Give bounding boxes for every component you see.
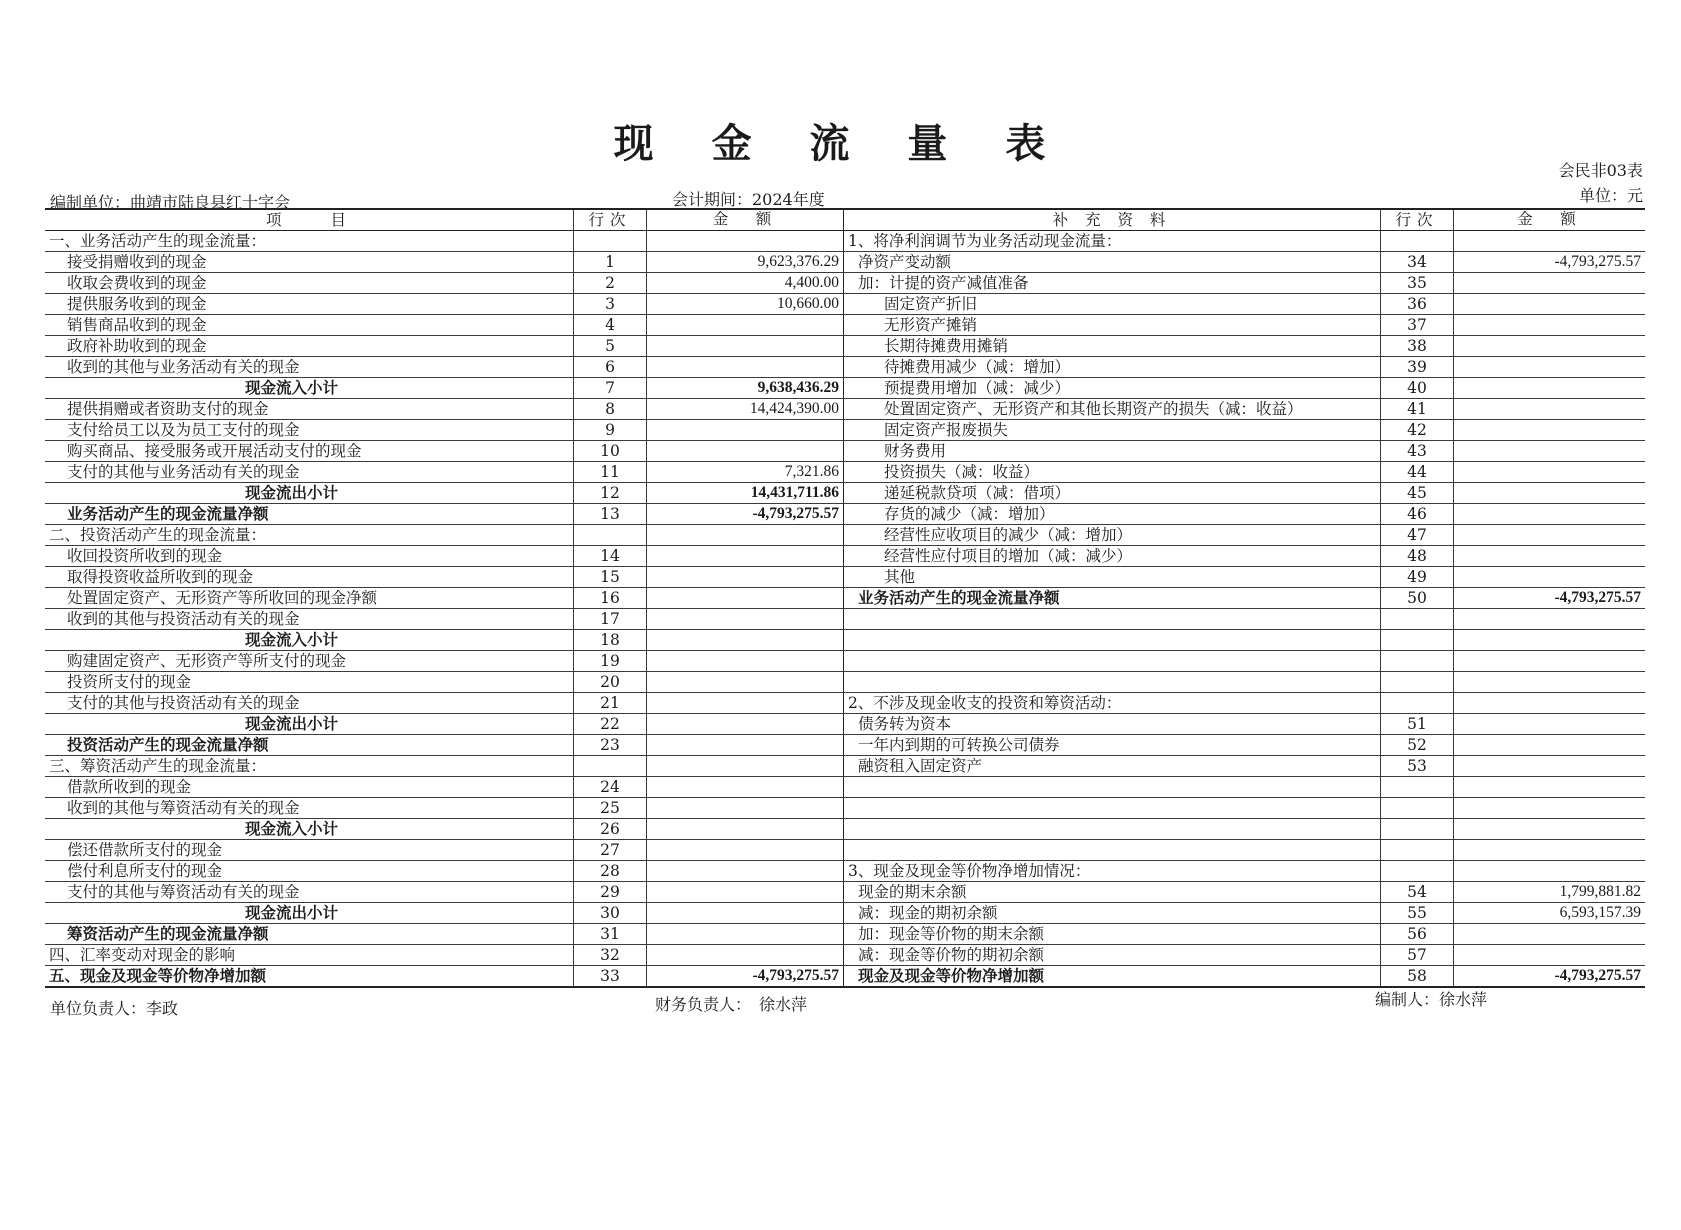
supp-line-number-cell <box>1381 693 1454 714</box>
supp-item-cell: 现金的期末余额 <box>844 882 1381 903</box>
supp-item-cell: 债务转为资本 <box>844 714 1381 735</box>
supp-line-number-cell <box>1381 777 1454 798</box>
item-cell: 取得投资收益所收到的现金 <box>45 567 574 588</box>
amount-cell <box>647 861 844 882</box>
supp-amount-cell <box>1454 420 1646 441</box>
line-number-cell: 8 <box>574 399 647 420</box>
line-number-cell: 11 <box>574 462 647 483</box>
supp-line-number-cell: 45 <box>1381 483 1454 504</box>
supp-line-number-cell: 44 <box>1381 462 1454 483</box>
table-row <box>45 798 1645 819</box>
item-cell: 业务活动产生的现金流量净额 <box>45 504 574 525</box>
amount-cell <box>647 840 844 861</box>
supp-amount-cell <box>1454 609 1646 630</box>
line-number-cell: 23 <box>574 735 647 756</box>
supp-item-cell: 业务活动产生的现金流量净额 <box>844 588 1381 609</box>
amount-cell <box>647 546 844 567</box>
supp-line-number-cell: 46 <box>1381 504 1454 525</box>
table-row <box>45 756 1645 777</box>
line-number-cell: 24 <box>574 777 647 798</box>
amount-cell <box>647 525 844 546</box>
item-cell: 收取会费收到的现金 <box>45 273 574 294</box>
item-cell: 四、汇率变动对现金的影响 <box>45 945 574 966</box>
supp-amount-cell <box>1454 483 1646 504</box>
line-number-cell: 6 <box>574 357 647 378</box>
amount-cell: 4,400.00 <box>647 273 844 294</box>
amount-cell <box>647 693 844 714</box>
supp-line-number-cell <box>1381 798 1454 819</box>
amount-cell <box>647 882 844 903</box>
supp-line-number-cell: 48 <box>1381 546 1454 567</box>
supp-item-cell: 存货的减少（减：增加） <box>844 504 1381 525</box>
amount-cell <box>647 924 844 945</box>
line-number-cell: 3 <box>574 294 647 315</box>
supp-amount-cell <box>1454 399 1646 420</box>
amount-cell <box>647 315 844 336</box>
supp-amount-cell <box>1454 357 1646 378</box>
table-row <box>45 462 1645 483</box>
supp-line-number-cell: 53 <box>1381 756 1454 777</box>
supp-line-number-cell <box>1381 819 1454 840</box>
supp-item-cell: 处置固定资产、无形资产和其他长期资产的损失（减：收益） <box>844 399 1381 420</box>
supp-line-number-cell: 40 <box>1381 378 1454 399</box>
line-number-cell: 12 <box>574 483 647 504</box>
item-cell: 提供捐赠或者资助支付的现金 <box>45 399 574 420</box>
supp-item-cell: 其他 <box>844 567 1381 588</box>
supp-item-cell: 预提费用增加（减：减少） <box>844 378 1381 399</box>
supp-item-cell: 投资损失（减：收益） <box>844 462 1381 483</box>
line-number-cell: 7 <box>574 378 647 399</box>
table-row <box>45 840 1645 861</box>
supp-item-cell: 加：现金等价物的期末余额 <box>844 924 1381 945</box>
supp-amount-cell <box>1454 651 1646 672</box>
amount-cell <box>647 672 844 693</box>
supp-amount-cell <box>1454 315 1646 336</box>
supp-line-number-cell: 38 <box>1381 336 1454 357</box>
supp-line-number-cell: 57 <box>1381 945 1454 966</box>
supp-item-cell: 2、不涉及现金收支的投资和筹资活动： <box>844 693 1381 714</box>
amount-cell <box>647 714 844 735</box>
amount-cell: 9,638,436.29 <box>647 378 844 399</box>
item-cell: 投资所支付的现金 <box>45 672 574 693</box>
table-row <box>45 546 1645 567</box>
supp-item-cell: 3、现金及现金等价物净增加情况： <box>844 861 1381 882</box>
supp-item-cell: 待摊费用减少（减：增加） <box>844 357 1381 378</box>
table-row <box>45 252 1645 273</box>
table-row <box>45 441 1645 462</box>
item-cell: 支付的其他与业务活动有关的现金 <box>45 462 574 483</box>
amount-cell <box>647 651 844 672</box>
supp-amount-cell <box>1454 504 1646 525</box>
header-supp-amount: 金 额 <box>1454 209 1646 231</box>
item-cell: 偿还借款所支付的现金 <box>45 840 574 861</box>
supp-amount-cell: -4,793,275.57 <box>1454 966 1646 988</box>
supp-item-cell: 长期待摊费用摊销 <box>844 336 1381 357</box>
amount-cell: 7,321.86 <box>647 462 844 483</box>
item-cell: 现金流出小计 <box>45 483 574 504</box>
line-number-cell: 20 <box>574 672 647 693</box>
supp-item-cell: 减：现金等价物的期初余额 <box>844 945 1381 966</box>
supp-amount-cell <box>1454 546 1646 567</box>
line-number-cell: 1 <box>574 252 647 273</box>
supp-amount-cell <box>1454 273 1646 294</box>
supp-line-number-cell <box>1381 651 1454 672</box>
supp-amount-cell <box>1454 840 1646 861</box>
amount-cell <box>647 588 844 609</box>
item-cell: 收回投资所收到的现金 <box>45 546 574 567</box>
line-number-cell: 28 <box>574 861 647 882</box>
supp-item-cell <box>844 609 1381 630</box>
amount-cell: -4,793,275.57 <box>647 504 844 525</box>
amount-cell <box>647 777 844 798</box>
supp-amount-cell <box>1454 336 1646 357</box>
supp-line-number-cell: 55 <box>1381 903 1454 924</box>
item-cell: 政府补助收到的现金 <box>45 336 574 357</box>
supp-line-number-cell <box>1381 609 1454 630</box>
supp-line-number-cell: 49 <box>1381 567 1454 588</box>
supp-item-cell: 加：计提的资产减值准备 <box>844 273 1381 294</box>
amount-cell <box>647 231 844 252</box>
page-title: 现 金 流 量 表 <box>613 121 1068 167</box>
supp-line-number-cell: 54 <box>1381 882 1454 903</box>
supp-amount-cell <box>1454 630 1646 651</box>
line-number-cell: 4 <box>574 315 647 336</box>
table-row <box>45 336 1645 357</box>
supp-item-cell: 融资租入固定资产 <box>844 756 1381 777</box>
preparer-signature: 编制人：徐水萍 <box>1375 990 1488 1009</box>
line-number-cell: 13 <box>574 504 647 525</box>
line-number-cell: 9 <box>574 420 647 441</box>
table-row <box>45 315 1645 336</box>
supp-line-number-cell: 41 <box>1381 399 1454 420</box>
table-row <box>45 399 1645 420</box>
amount-cell <box>647 819 844 840</box>
line-number-cell: 22 <box>574 714 647 735</box>
supp-amount-cell <box>1454 525 1646 546</box>
line-number-cell: 21 <box>574 693 647 714</box>
supp-amount-cell <box>1454 462 1646 483</box>
supp-item-cell <box>844 630 1381 651</box>
supp-amount-cell: -4,793,275.57 <box>1454 252 1646 273</box>
table-row <box>45 882 1645 903</box>
header-amount: 金 额 <box>647 209 844 231</box>
supp-amount-cell <box>1454 567 1646 588</box>
item-cell: 五、现金及现金等价物净增加额 <box>45 966 574 988</box>
item-cell: 购买商品、接受服务或开展活动支付的现金 <box>45 441 574 462</box>
line-number-cell: 19 <box>574 651 647 672</box>
supp-amount-cell <box>1454 798 1646 819</box>
amount-cell <box>647 903 844 924</box>
line-number-cell <box>574 756 647 777</box>
item-cell: 收到的其他与筹资活动有关的现金 <box>45 798 574 819</box>
supp-amount-cell <box>1454 693 1646 714</box>
line-number-cell: 14 <box>574 546 647 567</box>
form-number: 会民非03表 <box>1558 161 1643 180</box>
supp-line-number-cell <box>1381 840 1454 861</box>
header-item: 项 目 <box>45 209 574 231</box>
header-supplementary: 补 充 资 料 <box>844 209 1381 231</box>
supp-amount-cell <box>1454 777 1646 798</box>
item-cell: 投资活动产生的现金流量净额 <box>45 735 574 756</box>
item-cell: 三、筹资活动产生的现金流量： <box>45 756 574 777</box>
table-row <box>45 651 1645 672</box>
supp-line-number-cell <box>1381 630 1454 651</box>
currency-unit: 单位：元 <box>1578 186 1643 205</box>
table-row <box>45 525 1645 546</box>
table-row <box>45 357 1645 378</box>
supp-amount-cell: -4,793,275.57 <box>1454 588 1646 609</box>
item-cell: 接受捐赠收到的现金 <box>45 252 574 273</box>
table-row <box>45 924 1645 945</box>
supp-line-number-cell <box>1381 672 1454 693</box>
line-number-cell: 33 <box>574 966 647 988</box>
table-row <box>45 504 1645 525</box>
supp-line-number-cell: 43 <box>1381 441 1454 462</box>
table-row <box>45 735 1645 756</box>
item-cell: 筹资活动产生的现金流量净额 <box>45 924 574 945</box>
supp-line-number-cell: 37 <box>1381 315 1454 336</box>
item-cell: 销售商品收到的现金 <box>45 315 574 336</box>
supp-amount-cell <box>1454 819 1646 840</box>
supp-line-number-cell <box>1381 861 1454 882</box>
supp-item-cell: 净资产变动额 <box>844 252 1381 273</box>
table-row <box>45 966 1645 988</box>
amount-cell <box>647 336 844 357</box>
supp-item-cell: 一年内到期的可转换公司债券 <box>844 735 1381 756</box>
table-row <box>45 945 1645 966</box>
supp-amount-cell <box>1454 756 1646 777</box>
amount-cell <box>647 420 844 441</box>
supp-item-cell: 减：现金的期初余额 <box>844 903 1381 924</box>
supp-amount-cell <box>1454 945 1646 966</box>
accounting-period: 会计期间：2024年度 <box>672 190 825 209</box>
item-cell: 借款所收到的现金 <box>45 777 574 798</box>
amount-cell <box>647 630 844 651</box>
supp-item-cell <box>844 819 1381 840</box>
item-cell: 现金流入小计 <box>45 819 574 840</box>
supp-item-cell: 递延税款贷项（减：借项） <box>844 483 1381 504</box>
table-header-row <box>45 209 1645 231</box>
table-row <box>45 294 1645 315</box>
amount-cell: 14,424,390.00 <box>647 399 844 420</box>
supp-amount-cell <box>1454 231 1646 252</box>
line-number-cell: 5 <box>574 336 647 357</box>
supp-line-number-cell: 47 <box>1381 525 1454 546</box>
supp-item-cell: 无形资产摊销 <box>844 315 1381 336</box>
amount-cell <box>647 567 844 588</box>
supp-item-cell <box>844 651 1381 672</box>
amount-cell <box>647 735 844 756</box>
supp-item-cell: 1、将净利润调节为业务活动现金流量： <box>844 231 1381 252</box>
supp-item-cell: 经营性应收项目的减少（减：增加） <box>844 525 1381 546</box>
amount-cell <box>647 945 844 966</box>
table-row <box>45 714 1645 735</box>
line-number-cell: 15 <box>574 567 647 588</box>
supp-line-number-cell: 51 <box>1381 714 1454 735</box>
amount-cell: 14,431,711.86 <box>647 483 844 504</box>
line-number-cell: 32 <box>574 945 647 966</box>
table-row <box>45 231 1645 252</box>
line-number-cell <box>574 231 647 252</box>
supp-item-cell <box>844 798 1381 819</box>
item-cell: 支付的其他与投资活动有关的现金 <box>45 693 574 714</box>
supp-item-cell: 财务费用 <box>844 441 1381 462</box>
finance-head-signature: 财务负责人： 徐水萍 <box>655 995 808 1014</box>
supp-line-number-cell: 42 <box>1381 420 1454 441</box>
table-row <box>45 693 1645 714</box>
line-number-cell: 29 <box>574 882 647 903</box>
table-row <box>45 861 1645 882</box>
table-row <box>45 420 1645 441</box>
table-row <box>45 777 1645 798</box>
line-number-cell: 17 <box>574 609 647 630</box>
item-cell: 现金流出小计 <box>45 714 574 735</box>
line-number-cell: 25 <box>574 798 647 819</box>
table-row <box>45 588 1645 609</box>
supp-item-cell <box>844 777 1381 798</box>
supp-amount-cell <box>1454 672 1646 693</box>
supp-amount-cell <box>1454 714 1646 735</box>
header-supp-line: 行次 <box>1381 209 1454 231</box>
item-cell: 支付给员工以及为员工支付的现金 <box>45 420 574 441</box>
item-cell: 提供服务收到的现金 <box>45 294 574 315</box>
table-row <box>45 273 1645 294</box>
supp-line-number-cell: 39 <box>1381 357 1454 378</box>
amount-cell <box>647 798 844 819</box>
supp-amount-cell <box>1454 378 1646 399</box>
supp-item-cell <box>844 672 1381 693</box>
supp-line-number-cell: 36 <box>1381 294 1454 315</box>
table-row <box>45 903 1645 924</box>
amount-cell <box>647 609 844 630</box>
supp-amount-cell <box>1454 861 1646 882</box>
amount-cell <box>647 756 844 777</box>
supp-amount-cell: 6,593,157.39 <box>1454 903 1646 924</box>
line-number-cell: 2 <box>574 273 647 294</box>
item-cell: 购建固定资产、无形资产等所支付的现金 <box>45 651 574 672</box>
supp-amount-cell: 1,799,881.82 <box>1454 882 1646 903</box>
supp-line-number-cell: 56 <box>1381 924 1454 945</box>
line-number-cell: 10 <box>574 441 647 462</box>
table-row <box>45 567 1645 588</box>
line-number-cell: 26 <box>574 819 647 840</box>
amount-cell <box>647 357 844 378</box>
item-cell: 一、业务活动产生的现金流量： <box>45 231 574 252</box>
amount-cell: 10,660.00 <box>647 294 844 315</box>
item-cell: 支付的其他与筹资活动有关的现金 <box>45 882 574 903</box>
item-cell: 处置固定资产、无形资产等所收回的现金净额 <box>45 588 574 609</box>
supp-item-cell: 固定资产报废损失 <box>844 420 1381 441</box>
supp-item-cell: 经营性应付项目的增加（减：减少） <box>844 546 1381 567</box>
header-line: 行次 <box>574 209 647 231</box>
supp-amount-cell <box>1454 735 1646 756</box>
supp-line-number-cell: 58 <box>1381 966 1454 988</box>
unit-head-signature: 单位负责人：李政 <box>50 999 179 1018</box>
amount-cell: -4,793,275.57 <box>647 966 844 988</box>
supp-amount-cell <box>1454 294 1646 315</box>
supp-line-number-cell: 50 <box>1381 588 1454 609</box>
line-number-cell: 27 <box>574 840 647 861</box>
item-cell: 收到的其他与投资活动有关的现金 <box>45 609 574 630</box>
supp-item-cell: 现金及现金等价物净增加额 <box>844 966 1381 988</box>
supp-amount-cell <box>1454 441 1646 462</box>
supp-line-number-cell: 35 <box>1381 273 1454 294</box>
table-row <box>45 672 1645 693</box>
item-cell: 现金流入小计 <box>45 378 574 399</box>
line-number-cell: 30 <box>574 903 647 924</box>
item-cell: 二、投资活动产生的现金流量： <box>45 525 574 546</box>
item-cell: 现金流入小计 <box>45 630 574 651</box>
supp-line-number-cell: 34 <box>1381 252 1454 273</box>
amount-cell <box>647 441 844 462</box>
line-number-cell <box>574 525 647 546</box>
item-cell: 收到的其他与业务活动有关的现金 <box>45 357 574 378</box>
supp-line-number-cell <box>1381 231 1454 252</box>
table-row <box>45 609 1645 630</box>
reporting-unit: 编制单位：曲靖市陆良县红十字会 <box>50 193 291 212</box>
supp-item-cell: 固定资产折旧 <box>844 294 1381 315</box>
item-cell: 现金流出小计 <box>45 903 574 924</box>
amount-cell: 9,623,376.29 <box>647 252 844 273</box>
line-number-cell: 16 <box>574 588 647 609</box>
table-row <box>45 483 1645 504</box>
table-row <box>45 819 1645 840</box>
cash-flow-table <box>45 208 1645 988</box>
supp-amount-cell <box>1454 924 1646 945</box>
line-number-cell: 31 <box>574 924 647 945</box>
item-cell: 偿付利息所支付的现金 <box>45 861 574 882</box>
supp-item-cell <box>844 840 1381 861</box>
supp-line-number-cell: 52 <box>1381 735 1454 756</box>
table-row <box>45 378 1645 399</box>
line-number-cell: 18 <box>574 630 647 651</box>
table-row <box>45 630 1645 651</box>
table-body <box>45 231 1645 988</box>
